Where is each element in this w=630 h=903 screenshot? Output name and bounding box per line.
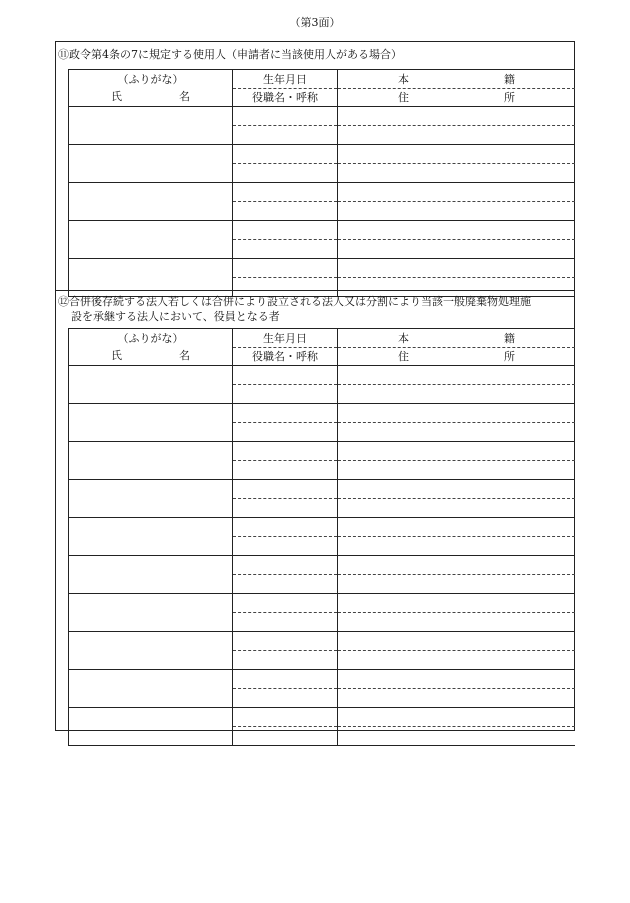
- honseki-address-cell: [338, 632, 576, 670]
- birth-date-field[interactable]: [233, 632, 337, 651]
- honseki-address-header: [338, 329, 576, 366]
- position-field[interactable]: [233, 651, 337, 669]
- honseki-field[interactable]: [338, 145, 575, 164]
- address-field[interactable]: [338, 651, 575, 669]
- birth-position-cell: [233, 183, 338, 221]
- name-cell[interactable]: [69, 107, 233, 145]
- address-field[interactable]: [338, 164, 575, 182]
- birth-position-cell: [233, 145, 338, 183]
- table-row: [69, 632, 576, 670]
- honseki-field[interactable]: [338, 404, 575, 423]
- honseki-address-cell: [338, 404, 576, 442]
- name-cell[interactable]: [69, 145, 233, 183]
- birth-date-field[interactable]: [233, 366, 337, 385]
- honseki-field[interactable]: [338, 708, 575, 727]
- section-11-table: [68, 69, 575, 297]
- honseki-address-cell: [338, 442, 576, 480]
- honseki-address-cell: [338, 366, 576, 404]
- position-field[interactable]: [233, 689, 337, 707]
- table-row: [69, 556, 576, 594]
- birth-date-field[interactable]: [233, 518, 337, 537]
- address-field[interactable]: [338, 385, 575, 403]
- honseki-field[interactable]: [338, 480, 575, 499]
- birth-date-field[interactable]: [233, 708, 337, 727]
- position-field[interactable]: [233, 613, 337, 631]
- address-label-right: 所: [504, 349, 515, 363]
- name-cell[interactable]: [69, 594, 233, 632]
- position-field[interactable]: [233, 423, 337, 441]
- birth-position-cell: [233, 221, 338, 259]
- honseki-field[interactable]: [338, 594, 575, 613]
- table-header-row: [69, 70, 576, 107]
- birth-position-cell: [233, 480, 338, 518]
- name-label-left: 氏: [111, 349, 122, 362]
- furigana-label: （ふりがな）: [117, 73, 184, 86]
- position-field[interactable]: [233, 164, 337, 182]
- birth-position-cell: [233, 708, 338, 746]
- birth-date-label: 生年月日: [233, 71, 337, 89]
- section-12-title-line2: 設を承継する法人において、役員となる者: [71, 310, 280, 323]
- address-field[interactable]: [338, 727, 575, 745]
- birth-date-field[interactable]: [233, 145, 337, 164]
- birth-position-cell: [233, 518, 338, 556]
- table-row: [69, 107, 576, 145]
- birth-date-field[interactable]: [233, 259, 337, 278]
- table-row: [69, 145, 576, 183]
- birth-position-cell: [233, 442, 338, 480]
- honseki-address-cell: [338, 670, 576, 708]
- table-row: [69, 404, 576, 442]
- name-cell[interactable]: [69, 518, 233, 556]
- honseki-address-cell: [338, 518, 576, 556]
- honseki-field[interactable]: [338, 183, 575, 202]
- table-header-row: [69, 329, 576, 366]
- address-field[interactable]: [338, 461, 575, 479]
- honseki-address-cell: [338, 107, 576, 145]
- table-row: [69, 442, 576, 480]
- furigana-label: （ふりがな）: [117, 332, 184, 345]
- honseki-address-cell: [338, 145, 576, 183]
- address-field[interactable]: [338, 202, 575, 220]
- honseki-address-cell: [338, 594, 576, 632]
- birth-position-cell: [233, 404, 338, 442]
- birth-date-field[interactable]: [233, 221, 337, 240]
- birth-position-header: [233, 70, 338, 107]
- table-row: [69, 221, 576, 259]
- name-cell[interactable]: [69, 480, 233, 518]
- address-field[interactable]: [338, 613, 575, 631]
- honseki-field[interactable]: [338, 632, 575, 651]
- birth-position-header: [233, 329, 338, 366]
- name-cell[interactable]: [69, 366, 233, 404]
- name-cell[interactable]: [69, 221, 233, 259]
- position-field[interactable]: [233, 499, 337, 517]
- honseki-label-right: 籍: [504, 331, 515, 345]
- position-label: 役職名・呼称: [252, 90, 318, 104]
- position-label: 役職名・呼称: [252, 349, 318, 363]
- address-field[interactable]: [338, 499, 575, 517]
- honseki-address-header: [338, 70, 576, 107]
- section-12-table: [68, 328, 575, 746]
- birth-date-field[interactable]: [233, 404, 337, 423]
- section-12-title-line1: ⑫合併後存続する法人若しくは合併により設立される法人又は分割により当該一般廃棄物処理施: [58, 295, 531, 308]
- birth-position-cell: [233, 632, 338, 670]
- table-row: [69, 480, 576, 518]
- position-field[interactable]: [233, 202, 337, 220]
- table-row: [69, 594, 576, 632]
- honseki-label-left: 本: [398, 72, 409, 86]
- birth-date-label: 生年月日: [233, 330, 337, 348]
- name-label-right: 名: [179, 90, 190, 103]
- name-header: [69, 70, 233, 107]
- birth-position-cell: [233, 594, 338, 632]
- honseki-field[interactable]: [338, 107, 575, 126]
- honseki-label-right: 籍: [504, 72, 515, 86]
- position-field[interactable]: [233, 385, 337, 403]
- position-field[interactable]: [233, 537, 337, 555]
- honseki-address-cell: [338, 221, 576, 259]
- birth-date-field[interactable]: [233, 183, 337, 202]
- honseki-field[interactable]: [338, 259, 575, 278]
- name-header: [69, 329, 233, 366]
- birth-date-field[interactable]: [233, 480, 337, 499]
- address-field[interactable]: [338, 240, 575, 258]
- name-cell[interactable]: [69, 183, 233, 221]
- address-field[interactable]: [338, 126, 575, 144]
- address-field[interactable]: [338, 689, 575, 707]
- name-cell[interactable]: [69, 632, 233, 670]
- address-field[interactable]: [338, 423, 575, 441]
- name-cell[interactable]: [69, 556, 233, 594]
- section-11-title: ⑪政令第4条の7に規定する使用人（申請者に当該使用人がある場合）: [58, 48, 402, 61]
- honseki-field[interactable]: [338, 556, 575, 575]
- honseki-field[interactable]: [338, 670, 575, 689]
- honseki-address-cell: [338, 556, 576, 594]
- address-label-left: 住: [398, 90, 409, 104]
- position-field[interactable]: [233, 727, 337, 745]
- name-cell[interactable]: [69, 442, 233, 480]
- honseki-address-cell: [338, 480, 576, 518]
- birth-position-cell: [233, 366, 338, 404]
- table-row: [69, 708, 576, 746]
- section-divider: [55, 290, 575, 291]
- birth-position-cell: [233, 107, 338, 145]
- honseki-field[interactable]: [338, 221, 575, 240]
- birth-date-field[interactable]: [233, 670, 337, 689]
- name-cell[interactable]: [69, 670, 233, 708]
- table-row: [69, 518, 576, 556]
- address-field[interactable]: [338, 537, 575, 555]
- honseki-address-cell: [338, 183, 576, 221]
- table-row: [69, 183, 576, 221]
- position-field[interactable]: [233, 461, 337, 479]
- table-row: [69, 670, 576, 708]
- honseki-field[interactable]: [338, 366, 575, 385]
- table-row: [69, 366, 576, 404]
- birth-position-cell: [233, 670, 338, 708]
- address-label-right: 所: [504, 90, 515, 104]
- birth-date-field[interactable]: [233, 107, 337, 126]
- honseki-field[interactable]: [338, 442, 575, 461]
- honseki-label-left: 本: [398, 331, 409, 345]
- position-field[interactable]: [233, 240, 337, 258]
- address-field[interactable]: [338, 575, 575, 593]
- name-cell[interactable]: [69, 708, 233, 746]
- birth-date-field[interactable]: [233, 594, 337, 613]
- honseki-field[interactable]: [338, 518, 575, 537]
- position-field[interactable]: [233, 575, 337, 593]
- name-label-right: 名: [179, 349, 190, 362]
- birth-position-cell: [233, 556, 338, 594]
- birth-date-field[interactable]: [233, 556, 337, 575]
- name-label-left: 氏: [111, 90, 122, 103]
- page-label: （第3面）: [289, 16, 341, 29]
- name-cell[interactable]: [69, 404, 233, 442]
- birth-date-field[interactable]: [233, 442, 337, 461]
- address-label-left: 住: [398, 349, 409, 363]
- honseki-address-cell: [338, 708, 576, 746]
- position-field[interactable]: [233, 126, 337, 144]
